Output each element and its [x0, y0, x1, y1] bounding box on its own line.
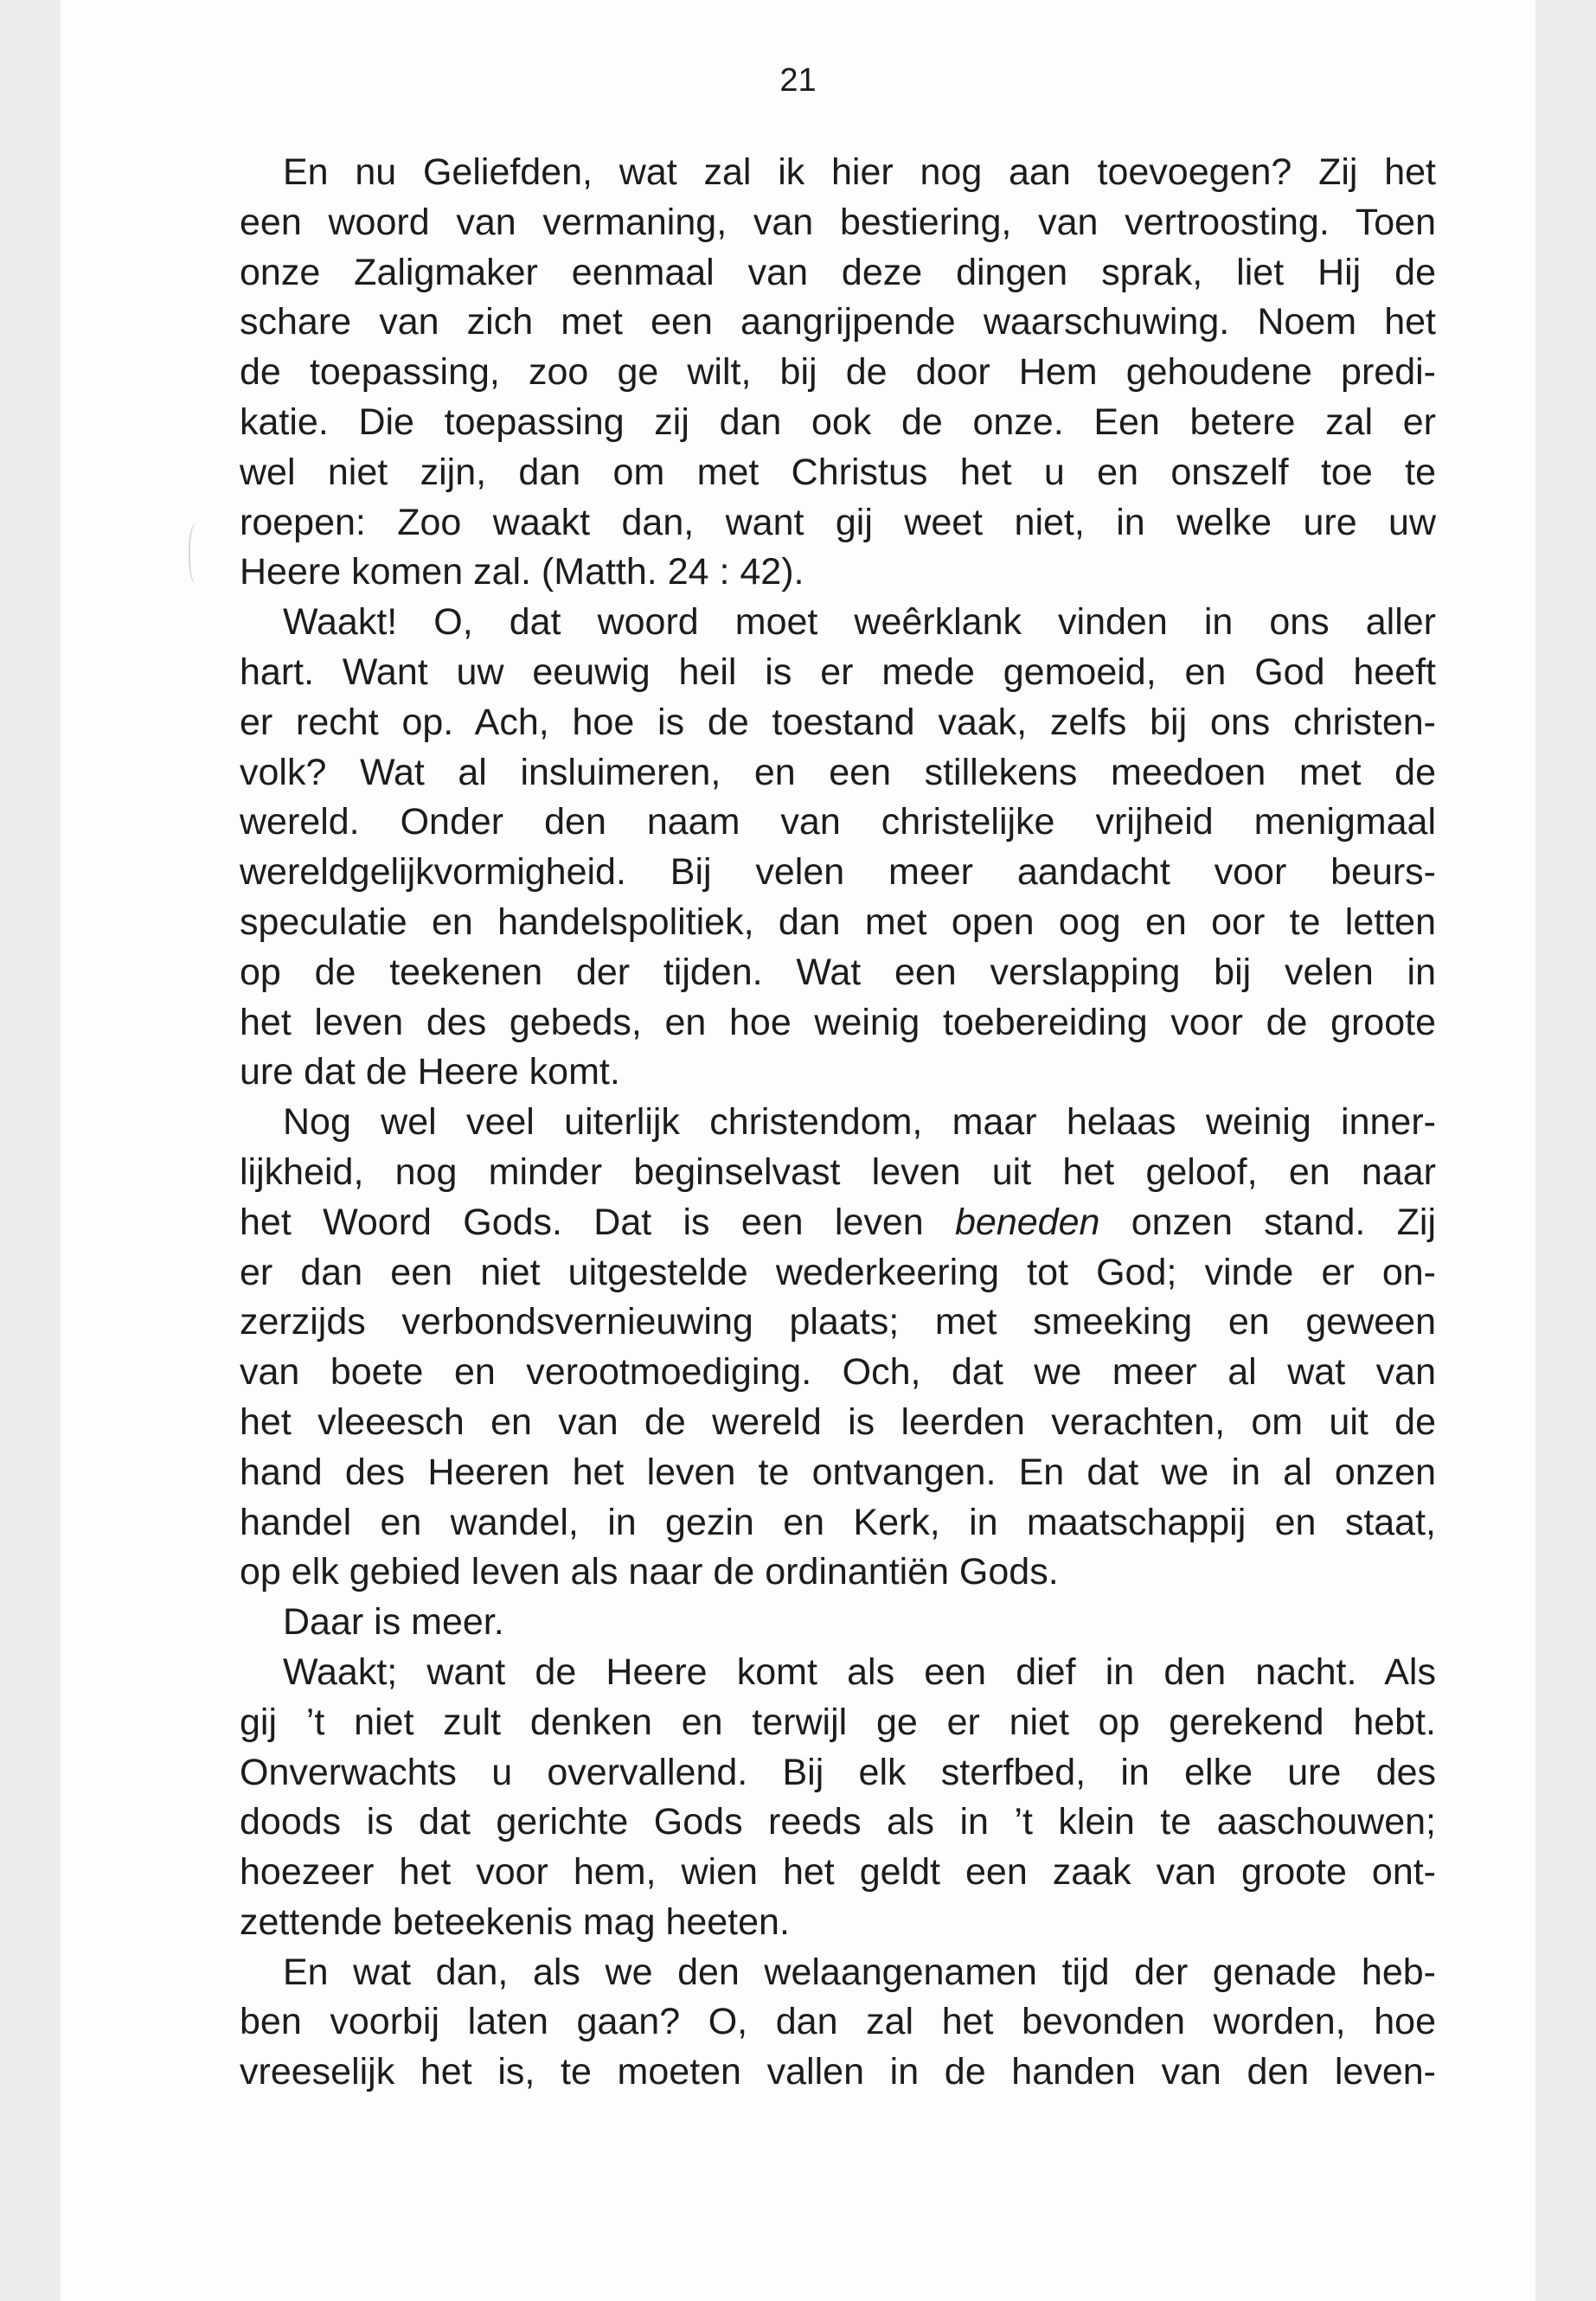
text-line: hand des Heeren het leven te ontvangen. En dat we in al onzen	[240, 1451, 1436, 1493]
text-line: hoezeer het voor hem, wien het geldt een zaak van groote ont-	[240, 1851, 1436, 1894]
text-line: zettende beteekenis mag heeten.	[240, 1900, 790, 1943]
italic-emphasis: beneden	[955, 1201, 1100, 1243]
text-line: wereldgelijkvormigheid. Bij velen meer aandacht voor beurs-	[240, 851, 1436, 894]
text-line: het vleeesch en van de wereld is leerden verachten, om uit de	[240, 1400, 1436, 1443]
text-line: Nog wel veel uiterlijk christendom, maar helaas weinig inner-	[283, 1101, 1436, 1144]
text-line: het leven des gebeds, en hoe weinig toebereiding voor de groote	[240, 1001, 1436, 1043]
text-line: Onverwachts u overvallend. Bij elk sterfbed, in elke ure des	[240, 1751, 1436, 1793]
text-line: Waakt! O, dat woord moet weêrklank vinden in ons aller	[283, 601, 1436, 644]
text-segment: onzen stand. Zij	[1131, 1201, 1436, 1243]
text-line: er recht op. Ach, hoe is de toestand vaak, zelfs bij ons christen-	[240, 701, 1436, 743]
margin-pencil-mark	[189, 523, 208, 584]
text-line: roepen: Zoo waakt dan, want gij weet niet, in welke ure uw	[240, 501, 1436, 543]
text-line: een woord van vermaning, van bestiering, van vertroosting. Toen	[240, 201, 1436, 243]
text-line	[240, 1198, 1436, 1248]
text-line: speculatie en handelspolitiek, dan met open oog en oor te letten	[240, 901, 1436, 943]
text-line: wel niet zijn, dan om met Christus het u en onszelf toe te	[240, 451, 1436, 493]
text-line: katie. Die toepassing zij dan ook de onze. Een betere zal er	[240, 401, 1436, 443]
text-line: En wat dan, als we den welaangenamen tijd der genade heb-	[283, 1951, 1436, 1993]
text-line: Heere komen zal. (Matth. 24 : 42).	[240, 551, 804, 593]
body-text	[240, 148, 1436, 2098]
text-line: Daar is meer.	[283, 1601, 504, 1644]
text-line: ure dat de Heere komt.	[240, 1051, 620, 1093]
text-segment: het Woord Gods. Dat is een leven	[240, 1201, 955, 1243]
text-line: op elk gebied leven als naar de ordinantiën Gods.	[240, 1551, 1059, 1593]
text-line: hart. Want uw eeuwig heil is er mede gemoeid, en God heeft	[240, 651, 1436, 693]
text-line: van boete en verootmoediging. Och, dat we meer al wat van	[240, 1351, 1436, 1394]
text-line: onze Zaligmaker eenmaal van deze dingen sprak, liet Hij de	[240, 251, 1436, 293]
text-line: lijkheid, nog minder beginselvast leven uit het geloof, en naar	[240, 1150, 1436, 1193]
text-line: handel en wandel, in gezin en Kerk, in maatschappij en staat,	[240, 1501, 1436, 1543]
text-line: doods is dat gerichte Gods reeds als in ’t klein te aaschouwen;	[240, 1801, 1436, 1843]
text-line: zerzijds verbondsvernieuwing plaats; met smeeking en geween	[240, 1301, 1436, 1343]
text-line: ben voorbij laten gaan? O, dan zal het bevonden worden, hoe	[240, 2001, 1436, 2043]
text-line: Waakt; want de Heere komt als een dief in den nacht. Als	[283, 1650, 1436, 1693]
text-line: En nu Geliefden, wat zal ik hier nog aan toevoegen? Zij het	[283, 151, 1436, 193]
text-line: schare van zich met een aangrijpende waarschuwing. Noem het	[240, 301, 1436, 343]
page-number: 21	[779, 62, 817, 99]
text-line: volk? Wat al insluimeren, en een stillekens meedoen met de	[240, 751, 1436, 793]
text-line: de toepassing, zoo ge wilt, bij de door Hem gehoudene predi-	[240, 351, 1436, 394]
text-line: er dan een niet uitgestelde wederkeering tot God; vinde er on-	[240, 1251, 1436, 1293]
text-line: gij ’t niet zult denken en terwijl ge er niet op gerekend hebt.	[240, 1701, 1436, 1743]
text-line: wereld. Onder den naam van christelijke vrijheid menigmaal	[240, 801, 1436, 843]
text-line: op de teekenen der tijden. Wat een verslapping bij velen in	[240, 951, 1436, 993]
text-line: vreeselijk het is, te moeten vallen in de handen van den leven-	[240, 2051, 1436, 2093]
